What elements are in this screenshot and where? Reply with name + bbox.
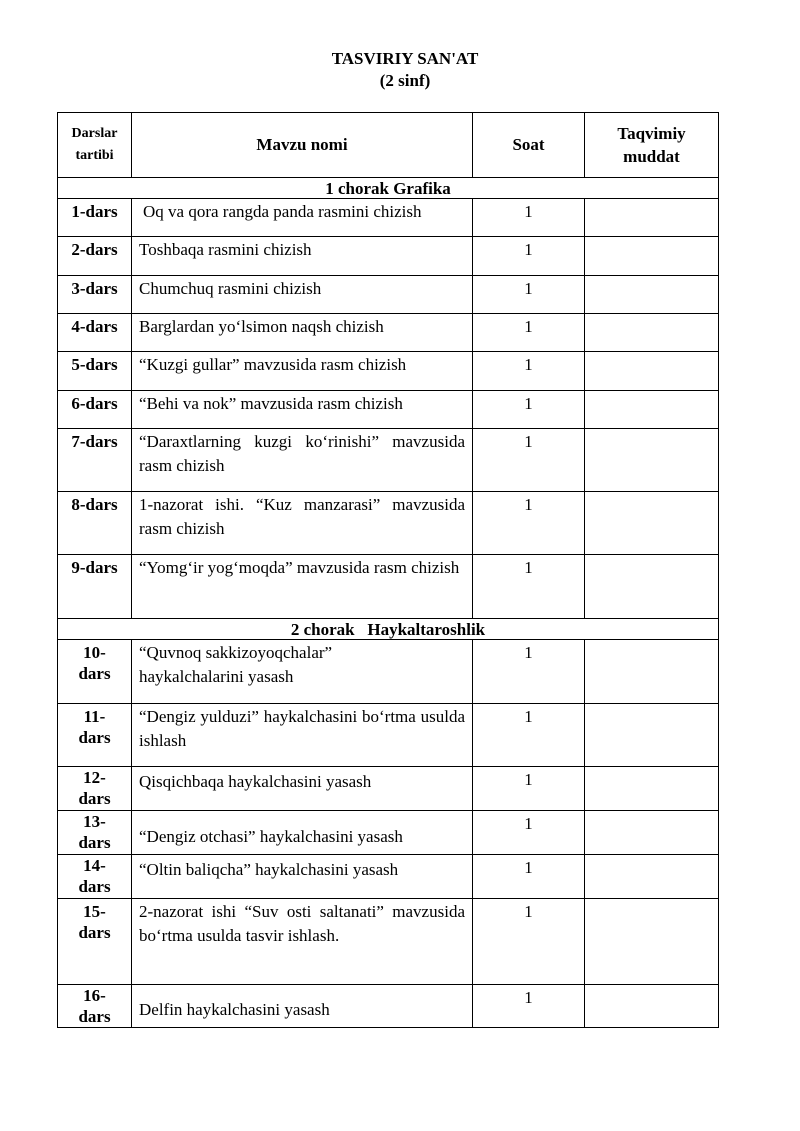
lesson-hours: 1 bbox=[473, 276, 585, 314]
lesson-hours: 1 bbox=[473, 237, 585, 276]
lesson-hours: 1 bbox=[473, 704, 585, 767]
table-row bbox=[58, 276, 719, 314]
lesson-hours: 1 bbox=[473, 811, 585, 855]
lesson-date bbox=[585, 314, 719, 352]
lesson-date bbox=[585, 640, 719, 704]
table-header-row bbox=[58, 113, 719, 178]
header-topic: Mavzu nomi bbox=[132, 113, 473, 178]
lesson-topic: “Dengiz otchasi” haykalchasini yasash bbox=[132, 811, 473, 855]
lesson-hours: 1 bbox=[473, 640, 585, 704]
table-row bbox=[58, 352, 719, 391]
lesson-number: 8-dars bbox=[58, 492, 132, 555]
section-row bbox=[58, 178, 719, 199]
table-row bbox=[58, 985, 719, 1028]
lesson-topic: Delfin haykalchasini yasash bbox=[132, 985, 473, 1028]
table-row bbox=[58, 811, 719, 855]
lesson-number: 1-dars bbox=[58, 199, 132, 237]
header-hours: Soat bbox=[473, 113, 585, 178]
table-row bbox=[58, 429, 719, 492]
lesson-date bbox=[585, 391, 719, 429]
lesson-number: 5-dars bbox=[58, 352, 132, 391]
lesson-topic: “Yomg‘ir yog‘moqda” mavzusida rasm chizish bbox=[132, 555, 473, 619]
lesson-topic: “Oltin baliqcha” haykalchasini yasash bbox=[132, 855, 473, 899]
lesson-topic: 2-nazorat ishi “Suv osti saltanati” mavzusida bo‘rtma usulda tasvir ishlash. bbox=[132, 899, 473, 985]
lesson-number: 11-dars bbox=[58, 704, 132, 767]
table-row bbox=[58, 492, 719, 555]
section-label: 1 chorak Grafika bbox=[58, 178, 719, 199]
lesson-number: 3-dars bbox=[58, 276, 132, 314]
lesson-hours: 1 bbox=[473, 555, 585, 619]
lesson-date bbox=[585, 492, 719, 555]
page-title: TASVIRIY SAN'AT bbox=[331, 49, 479, 68]
section-label: 2 chorak Haykaltaroshlik bbox=[58, 619, 719, 640]
lesson-date bbox=[585, 276, 719, 314]
lesson-topic: Toshbaqa rasmini chizish bbox=[132, 237, 473, 276]
lesson-topic: “Daraxtlarning kuzgi ko‘rinishi” mavzusida rasm chizish bbox=[132, 429, 473, 492]
lesson-hours: 1 bbox=[473, 314, 585, 352]
lesson-date bbox=[585, 199, 719, 237]
lesson-hours: 1 bbox=[473, 492, 585, 555]
table-row bbox=[58, 899, 719, 985]
lesson-number: 4-dars bbox=[58, 314, 132, 352]
table-row bbox=[58, 640, 719, 704]
lesson-date bbox=[585, 704, 719, 767]
lesson-hours: 1 bbox=[473, 855, 585, 899]
lesson-topic: “Dengiz yulduzi” haykalchasini bo‘rtma usulda ishlash bbox=[132, 704, 473, 767]
lesson-topic: “Quvnoq sakkizoyoqchalar” haykalchalarini yasash bbox=[132, 640, 473, 704]
lesson-date bbox=[585, 237, 719, 276]
lesson-date bbox=[585, 767, 719, 811]
lesson-hours: 1 bbox=[473, 985, 585, 1028]
lesson-topic: Oq va qora rangda panda rasmini chizish bbox=[132, 199, 473, 237]
lesson-date bbox=[585, 811, 719, 855]
lesson-number: 10-dars bbox=[58, 640, 132, 704]
table-row bbox=[58, 704, 719, 767]
lesson-number: 9-dars bbox=[58, 555, 132, 619]
lesson-number: 12-dars bbox=[58, 767, 132, 811]
table-row bbox=[58, 314, 719, 352]
table-row bbox=[58, 555, 719, 619]
lesson-date bbox=[585, 352, 719, 391]
header-number: Darslar tartibi bbox=[58, 113, 132, 178]
lesson-date bbox=[585, 899, 719, 985]
lesson-date bbox=[585, 429, 719, 492]
lesson-hours: 1 bbox=[473, 391, 585, 429]
header-date: Taqvimiy muddat bbox=[585, 113, 719, 178]
lesson-hours: 1 bbox=[473, 352, 585, 391]
lesson-date bbox=[585, 855, 719, 899]
lesson-number: 13-dars bbox=[58, 811, 132, 855]
lesson-number: 15-dars bbox=[58, 899, 132, 985]
page-subtitle: (2 sinf) bbox=[379, 71, 431, 90]
lesson-topic: Chumchuq rasmini chizish bbox=[132, 276, 473, 314]
lesson-date bbox=[585, 985, 719, 1028]
table-row bbox=[58, 391, 719, 429]
lesson-number: 6-dars bbox=[58, 391, 132, 429]
lesson-number: 14-dars bbox=[58, 855, 132, 899]
lesson-date bbox=[585, 555, 719, 619]
lesson-table bbox=[57, 112, 719, 1028]
lesson-hours: 1 bbox=[473, 899, 585, 985]
lesson-topic: Qisqichbaqa haykalchasini yasash bbox=[132, 767, 473, 811]
lesson-topic: Barglardan yo‘lsimon naqsh chizish bbox=[132, 314, 473, 352]
lesson-hours: 1 bbox=[473, 199, 585, 237]
table-row bbox=[58, 855, 719, 899]
lesson-topic: “Kuzgi gullar” mavzusida rasm chizish bbox=[132, 352, 473, 391]
lesson-hours: 1 bbox=[473, 767, 585, 811]
lesson-number: 7-dars bbox=[58, 429, 132, 492]
table-row bbox=[58, 237, 719, 276]
lesson-topic: 1-nazorat ishi. “Kuz manzarasi” mavzusida rasm chizish bbox=[132, 492, 473, 555]
section-row bbox=[58, 619, 719, 640]
table-row bbox=[58, 199, 719, 237]
lesson-topic: “Behi va nok” mavzusida rasm chizish bbox=[132, 391, 473, 429]
lesson-number: 2-dars bbox=[58, 237, 132, 276]
table-row bbox=[58, 767, 719, 811]
lesson-number: 16-dars bbox=[58, 985, 132, 1028]
lesson-hours: 1 bbox=[473, 429, 585, 492]
